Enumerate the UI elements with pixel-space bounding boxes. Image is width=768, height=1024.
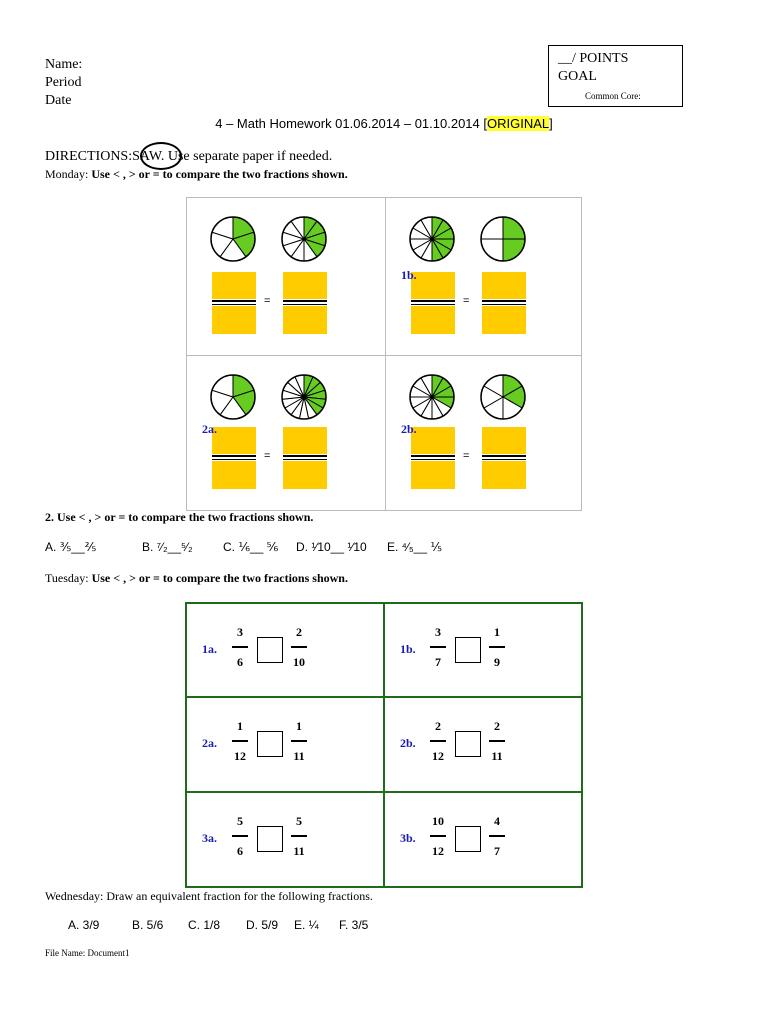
fraction-line (232, 646, 248, 648)
fraction-bar (283, 455, 327, 460)
comparison-label: 2a. (202, 736, 217, 750)
comparison-answer-box[interactable] (455, 637, 481, 663)
comparison-label: 1b. (400, 642, 416, 656)
q2-instruction: 2. Use < , > or = to compare the two fractions shown. (45, 510, 314, 524)
fraction-circle (479, 373, 527, 421)
wednesday-item: F. 3/5 (339, 918, 369, 932)
name-label: Name: (45, 57, 83, 72)
equals-sign: = (463, 450, 470, 462)
denominator: 7 (435, 655, 441, 669)
answer-box[interactable] (212, 272, 256, 334)
fraction (287, 814, 311, 862)
fraction (228, 719, 252, 767)
denominator-blank[interactable] (212, 461, 256, 489)
denominator-blank[interactable] (411, 461, 455, 489)
comparison-answer-box[interactable] (257, 731, 283, 757)
denominator: 12 (432, 749, 444, 763)
denominator: 11 (491, 749, 503, 763)
numerator-blank[interactable] (212, 272, 256, 299)
fraction (287, 719, 311, 767)
numerator: 4 (494, 814, 500, 828)
fraction-circle (280, 373, 328, 421)
fraction (485, 719, 509, 767)
fraction-circle (408, 373, 456, 421)
page-title: 4 – Math Homework 01.06.2014 – 01.10.2014 [ORIGINAL] (215, 116, 553, 131)
panel-label: 1b. (401, 268, 417, 282)
numerator: 2 (435, 719, 441, 733)
fraction (287, 625, 311, 673)
wednesday-item: D. 5/9 (246, 918, 279, 932)
fraction-line (489, 646, 505, 648)
q2-item: B. ⁷⁄₂__⁵⁄₂ (142, 540, 193, 554)
numerator: 3 (237, 625, 243, 639)
equals-sign: = (264, 450, 271, 462)
fraction-bar (482, 300, 526, 305)
q2-item: C. ⅙__ ⅚ (223, 540, 279, 554)
q2-item: A. ⅗__⅖ (45, 540, 97, 554)
fraction-bar (411, 455, 455, 460)
numerator: 10 (432, 814, 444, 828)
numerator: 1 (237, 719, 243, 733)
fraction (485, 625, 509, 673)
fraction (426, 719, 450, 767)
numerator-blank[interactable] (283, 427, 327, 454)
wednesday-item: C. 1/8 (188, 918, 221, 932)
denominator: 11 (293, 749, 305, 763)
fraction (485, 814, 509, 862)
wednesday-item: A. 3/9 (68, 918, 100, 932)
fraction (228, 814, 252, 862)
comparison-answer-box[interactable] (257, 637, 283, 663)
numerator-blank[interactable] (411, 272, 455, 299)
fraction-line (291, 740, 307, 742)
fraction-line (489, 835, 505, 837)
numerator-blank[interactable] (482, 272, 526, 299)
fraction-line (232, 740, 248, 742)
fraction (426, 814, 450, 862)
tuesday-instruction: Tuesday: Use < , > or = to compare the two fractions shown. (45, 571, 348, 585)
denominator-blank[interactable] (283, 461, 327, 489)
denominator: 6 (237, 655, 243, 669)
denominator: 9 (494, 655, 500, 669)
comparison-label: 3a. (202, 831, 217, 845)
tuesday-grid (185, 602, 583, 888)
fraction-line (430, 646, 446, 648)
numerator: 3 (435, 625, 441, 639)
denominator: 12 (234, 749, 246, 763)
denominator: 10 (293, 655, 305, 669)
denominator-blank[interactable] (212, 306, 256, 334)
comparison-answer-box[interactable] (257, 826, 283, 852)
answer-box[interactable] (411, 272, 455, 334)
fraction-bar (411, 300, 455, 305)
goal-label: GOAL (558, 69, 597, 84)
numerator: 5 (296, 814, 302, 828)
answer-box[interactable] (482, 272, 526, 334)
fraction-line (291, 835, 307, 837)
monday-instruction: Monday: Use < , > or = to compare the two fractions shown. (45, 167, 348, 181)
fraction-bar (482, 455, 526, 460)
saw-circle (140, 142, 182, 170)
equals-sign: = (463, 295, 470, 307)
panel-label: 2b. (401, 422, 417, 436)
fraction-line (489, 740, 505, 742)
denominator-blank[interactable] (283, 306, 327, 334)
fraction-circle (479, 215, 527, 263)
wednesday-item: B. 5/6 (132, 918, 164, 932)
numerator-blank[interactable] (283, 272, 327, 299)
answer-box[interactable] (411, 427, 455, 489)
fraction-line (430, 740, 446, 742)
denominator-blank[interactable] (411, 306, 455, 334)
fraction-bar (212, 300, 256, 305)
fraction-bar (212, 455, 256, 460)
denominator: 12 (432, 844, 444, 858)
q2-items (45, 540, 442, 554)
numerator-blank[interactable] (411, 427, 455, 454)
comparison-label: 3b. (400, 831, 416, 845)
directions-circled-word: SAW (132, 149, 161, 164)
denominator-blank[interactable] (482, 461, 526, 489)
title-highlight: ORIGINAL (487, 116, 550, 131)
numerator: 5 (237, 814, 243, 828)
points-label: __/ POINTS (558, 51, 629, 66)
numerator-blank[interactable] (212, 427, 256, 454)
denominator: 6 (237, 844, 243, 858)
numerator-blank[interactable] (482, 427, 526, 454)
panel-label: 2a. (202, 422, 217, 436)
fraction (426, 625, 450, 673)
comparison-label: 2b. (400, 736, 416, 750)
directions: DIRECTIONS:SAW. Use separate paper if needed. (45, 149, 333, 164)
common-core-label: Common Core: (585, 91, 641, 101)
equals-sign: = (264, 295, 271, 307)
fraction-circle (280, 215, 328, 263)
numerator: 2 (296, 625, 302, 639)
fraction-line (291, 646, 307, 648)
points-box (548, 45, 683, 107)
answer-box[interactable] (212, 427, 256, 489)
comparison-label: 1a. (202, 642, 217, 656)
answer-box[interactable] (283, 427, 327, 489)
fraction-line (430, 835, 446, 837)
fraction-line (232, 835, 248, 837)
file-name: File Name: Document1 (45, 948, 130, 958)
numerator: 1 (494, 625, 500, 639)
fraction-circle (209, 373, 257, 421)
wednesday-items (68, 918, 368, 932)
denominator-blank[interactable] (482, 306, 526, 334)
numerator: 1 (296, 719, 302, 733)
q2-item: E. ⁴⁄₅__ ⅕ (387, 540, 442, 554)
answer-box[interactable] (482, 427, 526, 489)
wednesday-instruction: Wednesday: Draw an equivalent fraction for the following fractions. (45, 889, 373, 903)
answer-box[interactable] (283, 272, 327, 334)
denominator: 7 (494, 844, 500, 858)
wednesday-item: E. ¼ (294, 918, 319, 932)
date-label: Date (45, 93, 72, 108)
comparison-answer-box[interactable] (455, 731, 481, 757)
denominator: 11 (293, 844, 305, 858)
numerator: 2 (494, 719, 500, 733)
period-label: Period (45, 75, 82, 90)
fraction-circle (408, 215, 456, 263)
comparison-answer-box[interactable] (455, 826, 481, 852)
monday-grid (186, 197, 582, 511)
fraction-bar (283, 300, 327, 305)
fraction (228, 625, 252, 673)
q2-item: D. ¹⁄10__ ¹⁄10 (296, 540, 367, 554)
fraction-circle (209, 215, 257, 263)
